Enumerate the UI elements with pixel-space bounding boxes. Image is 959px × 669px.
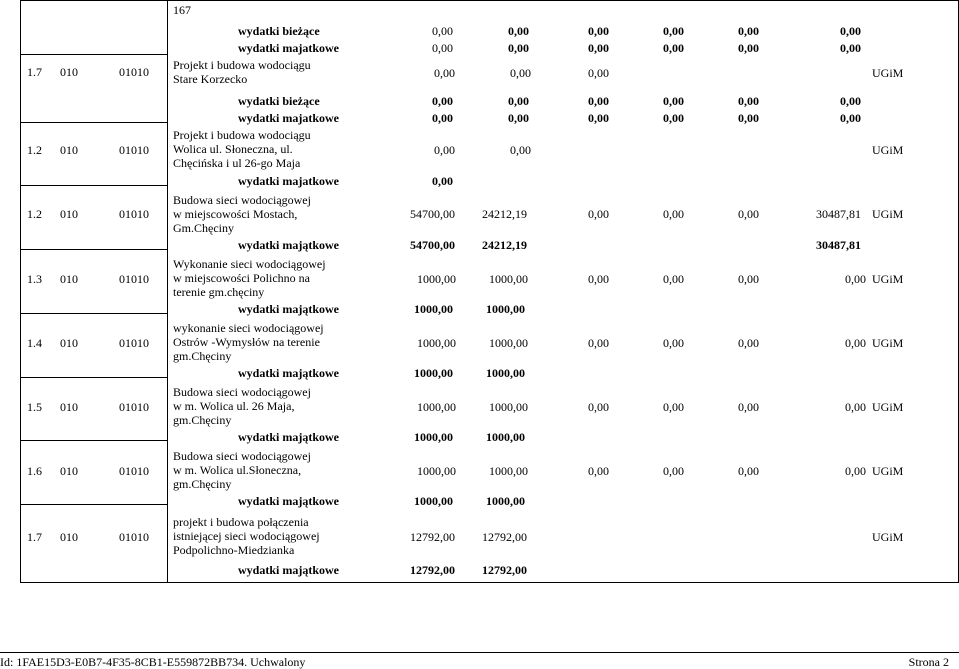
- value-cell: 12792,00: [482, 563, 527, 577]
- value-cell: 0,00: [663, 24, 684, 38]
- value-cell: 24212,19: [482, 238, 527, 252]
- row-description: Chęcińska i ul 26-go Maja: [173, 156, 301, 170]
- row-rozdzial: 01010: [119, 336, 149, 350]
- value-cell: 0,00: [840, 94, 861, 108]
- page-number: Strona 2: [908, 655, 949, 669]
- label-wydatki-majatkowe: wydatki majątkowe: [238, 302, 339, 316]
- value-cell: 0,00: [738, 41, 759, 55]
- value-cell: 1000,00: [486, 302, 525, 316]
- row-dzial: 010: [60, 65, 78, 79]
- value-cell: 0,00: [588, 464, 609, 478]
- row-rozdzial: 01010: [119, 400, 149, 414]
- value-cell: 12792,00: [410, 563, 455, 577]
- footer-divider: [0, 652, 959, 653]
- value-cell: 0,00: [508, 111, 529, 125]
- value-cell: 0,00: [432, 111, 453, 125]
- value-cell: 0,00: [663, 41, 684, 55]
- row-description: w miejscowości Mostach,: [173, 207, 298, 221]
- value-cell: 0,00: [845, 400, 866, 414]
- unit-cell: UGiM: [872, 143, 904, 157]
- row-description: w m. Wolica ul. 26 Maja,: [173, 399, 295, 413]
- value-cell: 0,00: [510, 143, 531, 157]
- value-cell: 0,00: [738, 272, 759, 286]
- value-cell: 1000,00: [414, 302, 453, 316]
- grid-line: [20, 377, 168, 378]
- row-description: wykonanie sieci wodociągowej: [173, 321, 324, 335]
- row-description: projekt i budowa połączenia: [173, 515, 309, 529]
- value-cell: 0,00: [663, 94, 684, 108]
- row-dzial: 010: [60, 400, 78, 414]
- row-description: Projekt i budowa wodociągu: [173, 128, 311, 142]
- value-cell: 0,00: [738, 24, 759, 38]
- row-description: istniejącej sieci wodociągowej: [173, 529, 320, 543]
- row-description: gm.Chęciny: [173, 413, 232, 427]
- header-number: 167: [173, 3, 191, 17]
- value-cell: 0,00: [663, 400, 684, 414]
- grid-line: [20, 249, 168, 250]
- grid-line: [20, 313, 168, 314]
- row-lp: 1.5: [27, 400, 42, 414]
- row-description: gm.Chęciny: [173, 477, 232, 491]
- value-cell: 1000,00: [486, 494, 525, 508]
- label-wydatki-majatkowe: wydatki majatkowe: [238, 174, 339, 188]
- row-lp: 1.2: [27, 207, 42, 221]
- value-cell: 0,00: [588, 24, 609, 38]
- value-cell: 0,00: [845, 272, 866, 286]
- value-cell: 0,00: [738, 111, 759, 125]
- row-lp: 1.3: [27, 272, 42, 286]
- grid-line: [20, 185, 168, 186]
- value-cell: 0,00: [738, 94, 759, 108]
- value-cell: 0,00: [588, 66, 609, 80]
- grid-line: [20, 122, 168, 123]
- value-cell: 0,00: [840, 111, 861, 125]
- row-description: Projekt i budowa wodociągu: [173, 58, 311, 72]
- value-cell: 54700,00: [410, 207, 455, 221]
- value-cell: 0,00: [510, 66, 531, 80]
- value-cell: 0,00: [588, 94, 609, 108]
- row-dzial: 010: [60, 464, 78, 478]
- value-cell: 0,00: [663, 464, 684, 478]
- value-cell: 54700,00: [410, 238, 455, 252]
- row-dzial: 010: [60, 207, 78, 221]
- grid-line: [20, 54, 168, 55]
- value-cell: 0,00: [432, 24, 453, 38]
- value-cell: 0,00: [432, 41, 453, 55]
- value-cell: 0,00: [845, 464, 866, 478]
- value-cell: 1000,00: [414, 366, 453, 380]
- value-cell: 0,00: [432, 94, 453, 108]
- value-cell: 0,00: [434, 143, 455, 157]
- document-id: Id: 1FAE15D3-E0B7-4F35-8CB1-E559872BB734. Uchwalony: [0, 655, 306, 669]
- value-cell: 0,00: [738, 336, 759, 350]
- row-description: Wolica ul. Słoneczna, ul.: [173, 142, 293, 156]
- value-cell: 12792,00: [410, 530, 455, 544]
- row-rozdzial: 01010: [119, 207, 149, 221]
- row-description: terenie gm.chęciny: [173, 285, 265, 299]
- value-cell: 0,00: [588, 336, 609, 350]
- row-lp: 1.2: [27, 143, 42, 157]
- value-cell: 1000,00: [489, 272, 528, 286]
- value-cell: 0,00: [663, 207, 684, 221]
- row-description: Stare Korzecko: [173, 72, 248, 86]
- value-cell: 0,00: [663, 336, 684, 350]
- label-wydatki-biezace: wydatki bieżące: [238, 24, 320, 38]
- value-cell: 0,00: [738, 400, 759, 414]
- label-wydatki-biezace: wydatki bieżące: [238, 94, 320, 108]
- value-cell: 12792,00: [482, 530, 527, 544]
- value-cell: 1000,00: [414, 494, 453, 508]
- row-rozdzial: 01010: [119, 65, 149, 79]
- row-description: Gm.Chęciny: [173, 221, 234, 235]
- row-dzial: 010: [60, 336, 78, 350]
- value-cell: 0,00: [663, 272, 684, 286]
- value-cell: 0,00: [588, 41, 609, 55]
- value-cell: 0,00: [434, 66, 455, 80]
- row-lp: 1.4: [27, 336, 42, 350]
- row-description: w m. Wolica ul.Słoneczna,: [173, 463, 302, 477]
- value-cell: 0,00: [840, 24, 861, 38]
- value-cell: 1000,00: [489, 336, 528, 350]
- value-cell: 0,00: [432, 174, 453, 188]
- value-cell: 1000,00: [417, 464, 456, 478]
- value-cell: 30487,81: [816, 207, 861, 221]
- row-dzial: 010: [60, 272, 78, 286]
- row-lp: 1.6: [27, 464, 42, 478]
- value-cell: 1000,00: [417, 400, 456, 414]
- value-cell: 0,00: [588, 111, 609, 125]
- row-lp: 1.7: [27, 530, 42, 544]
- grid-line: [20, 440, 168, 441]
- value-cell: 0,00: [508, 94, 529, 108]
- value-cell: 0,00: [738, 207, 759, 221]
- value-cell: 1000,00: [417, 336, 456, 350]
- value-cell: 0,00: [508, 24, 529, 38]
- unit-cell: UGiM: [872, 400, 904, 414]
- row-description: w miejscowości Polichno na: [173, 271, 310, 285]
- value-cell: 1000,00: [489, 400, 528, 414]
- label-wydatki-majatkowe: wydatki majątkowe: [238, 366, 339, 380]
- grid-line: [167, 0, 168, 582]
- row-rozdzial: 01010: [119, 530, 149, 544]
- value-cell: 24212,19: [482, 207, 527, 221]
- value-cell: 1000,00: [489, 464, 528, 478]
- unit-cell: UGiM: [872, 207, 904, 221]
- label-wydatki-majatkowe: wydatki majatkowe: [238, 41, 339, 55]
- label-wydatki-majatkowe: wydatki majątkowe: [238, 430, 339, 444]
- label-wydatki-majatkowe: wydatki majątkowe: [238, 494, 339, 508]
- row-description: Wykonanie sieci wodociągowej: [173, 257, 326, 271]
- value-cell: 1000,00: [417, 272, 456, 286]
- row-dzial: 010: [60, 530, 78, 544]
- value-cell: 0,00: [738, 464, 759, 478]
- value-cell: 0,00: [508, 41, 529, 55]
- row-description: Podpolichno-Miedzianka: [173, 543, 295, 557]
- row-dzial: 010: [60, 143, 78, 157]
- row-description: Budowa sieci wodociągowej: [173, 449, 311, 463]
- value-cell: 30487,81: [816, 238, 861, 252]
- value-cell: 0,00: [845, 336, 866, 350]
- row-rozdzial: 01010: [119, 143, 149, 157]
- value-cell: 0,00: [840, 41, 861, 55]
- unit-cell: UGiM: [872, 272, 904, 286]
- unit-cell: UGiM: [872, 66, 904, 80]
- row-lp: 1.7: [27, 65, 42, 79]
- row-description: gm.Chęciny: [173, 349, 232, 363]
- grid-line: [20, 0, 959, 1]
- grid-line: [20, 582, 959, 583]
- label-wydatki-majatkowe: wydatki majatkowe: [238, 111, 339, 125]
- value-cell: 0,00: [588, 400, 609, 414]
- label-wydatki-majatkowe: wydatki majątkowe: [238, 238, 339, 252]
- row-description: Budowa sieci wodociągowej: [173, 385, 311, 399]
- unit-cell: UGiM: [872, 530, 904, 544]
- value-cell: 1000,00: [486, 366, 525, 380]
- row-description: Budowa sieci wodociągowej: [173, 193, 311, 207]
- value-cell: 1000,00: [486, 430, 525, 444]
- value-cell: 1000,00: [414, 430, 453, 444]
- unit-cell: UGiM: [872, 464, 904, 478]
- label-wydatki-majatkowe: wydatki majątkowe: [238, 563, 339, 577]
- value-cell: 0,00: [588, 272, 609, 286]
- value-cell: 0,00: [663, 111, 684, 125]
- unit-cell: UGiM: [872, 336, 904, 350]
- row-description: Ostrów -Wymysłów na terenie: [173, 335, 320, 349]
- value-cell: 0,00: [588, 207, 609, 221]
- grid-line: [20, 0, 21, 582]
- grid-line: [20, 504, 168, 505]
- row-rozdzial: 01010: [119, 464, 149, 478]
- row-rozdzial: 01010: [119, 272, 149, 286]
